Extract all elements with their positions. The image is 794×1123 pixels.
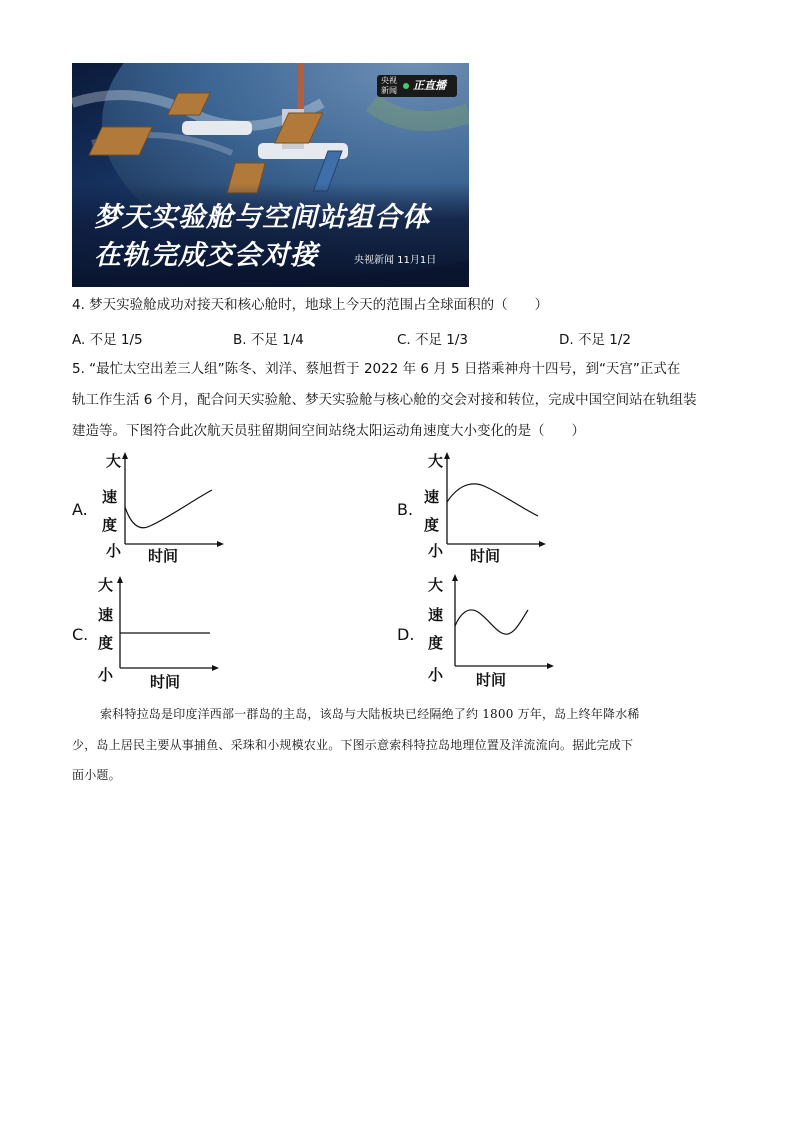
graph-b-y-mid2: 度 — [424, 516, 440, 534]
graph-c-y-top: 大 — [98, 576, 114, 594]
q4-option-c: C. 不足 1/3 — [397, 332, 469, 348]
logo-bottom-text: 新闻 — [381, 86, 397, 95]
graph-b-label: B. — [397, 500, 414, 519]
q4-option-a: A. 不足 1/5 — [72, 332, 143, 348]
headline-line1: 梦天实验舱与空间站组合体 — [94, 202, 430, 233]
graph-c-x-label: 时间 — [150, 673, 181, 691]
graph-a-y-top: 大 — [106, 452, 122, 470]
graph-a-plot — [120, 452, 230, 548]
graph-b-x-label: 时间 — [470, 547, 501, 565]
question-5-line3: 建造等。下图符合此次航天员驻留期间空间站绕太阳运动角速度大小变化的是（ ） — [72, 423, 585, 439]
graph-c-plot — [115, 576, 225, 672]
graph-d-y-top: 大 — [428, 576, 444, 594]
graph-a-y-mid1: 速 — [102, 488, 118, 506]
cctv-logo — [377, 75, 457, 97]
passage-line3: 面小题。 — [72, 768, 121, 782]
graph-c-y-mid1: 速 — [98, 606, 114, 624]
question-5-line2: 轨工作生活 6 个月，配合问天实验舱、梦天实验舱与核心舱的交会对接和转位，完成中国空间站在轨组装 — [72, 392, 697, 408]
news-photo — [72, 63, 469, 287]
graph-b-y-bottom: 小 — [428, 542, 444, 560]
graph-c-y-bottom: 小 — [98, 666, 114, 684]
question-4-stem: 4. 梦天实验舱成功对接天和核心舱时，地球上今天的范围占全球面积的（ ） — [72, 297, 549, 313]
graph-d-x-label: 时间 — [476, 671, 507, 689]
graph-b-plot — [442, 452, 552, 548]
passage-line1: 索科特拉岛是印度洋西部一群岛的主岛，该岛与大陆板块已经隔绝了约 1800 万年，岛上终年降水稀 — [100, 707, 640, 721]
q4-option-d: D. 不足 1/2 — [559, 332, 631, 348]
graph-c-y-mid2: 度 — [98, 634, 114, 652]
headline-line2: 在轨完成交会对接 — [94, 240, 318, 271]
passage-line2: 少，岛上居民主要从事捕鱼、采珠和小规模农业。下图示意索科特拉岛地理位置及洋流流向。据此完成下 — [72, 738, 634, 752]
question-5-line1: 5. “最忙太空出差三人组”陈冬、刘洋、蔡旭哲于 2022 年 6 月 5 日搭乘神舟十四号，到“天宫”正式在 — [72, 361, 681, 377]
graph-c-label: C. — [72, 625, 89, 644]
graph-d-y-mid2: 度 — [428, 634, 444, 652]
photo-caption: 央视新闻 11月1日 — [354, 255, 437, 266]
logo-top-text: 央视 — [381, 76, 397, 85]
graph-d-y-bottom: 小 — [428, 666, 444, 684]
live-badge: 正直播 — [413, 79, 446, 92]
graph-a-y-bottom: 小 — [106, 542, 122, 560]
graph-a-y-mid2: 度 — [102, 516, 118, 534]
graph-d-y-mid1: 速 — [428, 606, 444, 624]
live-dot-icon — [403, 83, 409, 89]
q4-option-b: B. 不足 1/4 — [233, 332, 304, 348]
graph-b-y-mid1: 速 — [424, 488, 440, 506]
graph-d-plot — [450, 574, 560, 670]
graph-b-y-top: 大 — [428, 452, 444, 470]
graph-a-x-label: 时间 — [148, 547, 179, 565]
graph-d-label: D. — [397, 625, 415, 644]
graph-a-label: A. — [72, 500, 88, 519]
